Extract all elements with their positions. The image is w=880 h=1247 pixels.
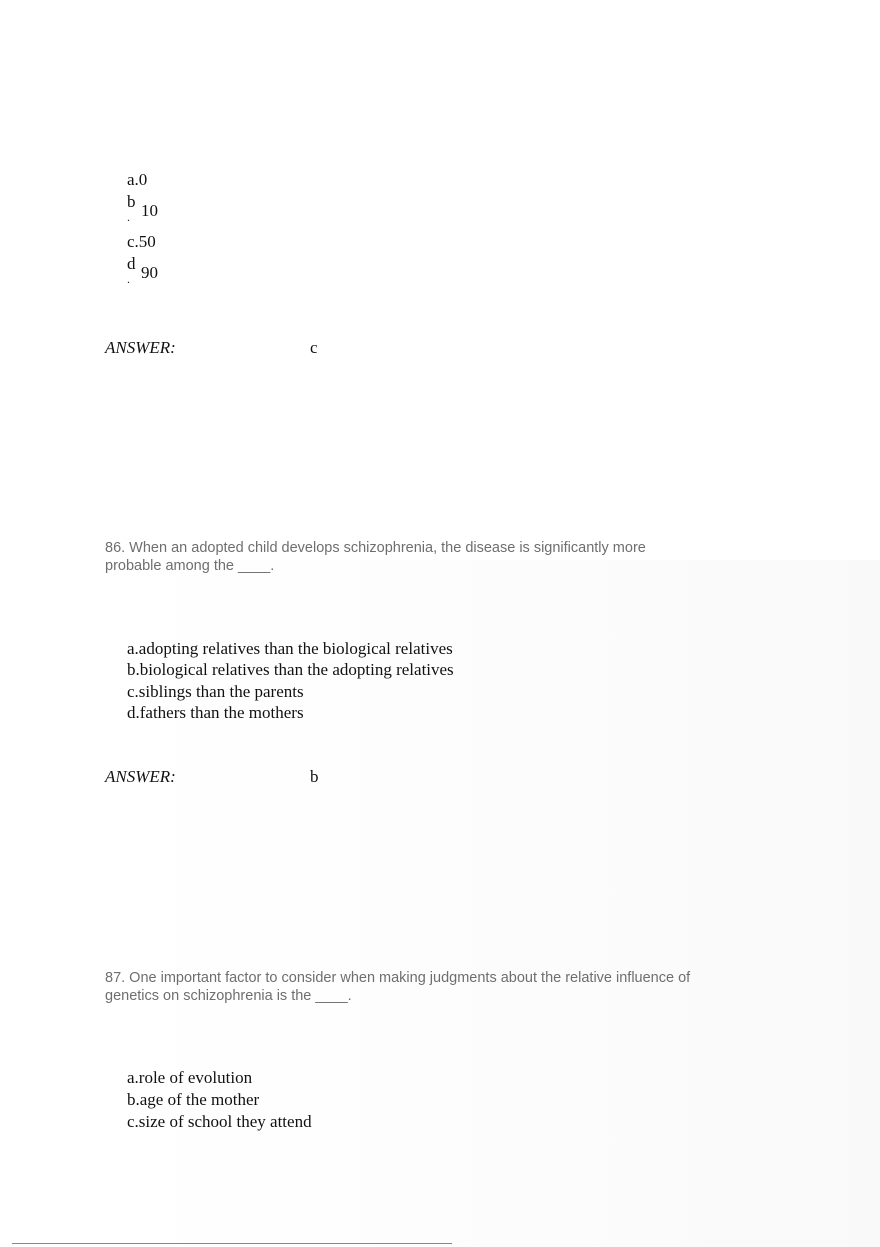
option-text: size of school they attend bbox=[138, 1112, 312, 1131]
q86-answer-value: b bbox=[310, 767, 319, 786]
q86-option-c bbox=[127, 682, 304, 702]
q85-option-d-text: 90 bbox=[141, 263, 158, 282]
option-letter: a. bbox=[127, 1068, 139, 1087]
q87-option-a bbox=[127, 1068, 252, 1088]
option-letter: d. bbox=[127, 703, 140, 722]
q86-option-b bbox=[127, 660, 454, 680]
option-text: biological relatives than the adopting relatives bbox=[139, 660, 454, 679]
q86-option-d bbox=[127, 703, 304, 723]
q87-question-text: 87. One important factor to consider when making judgments about the relative influence of genetics on schizophrenia is the ____. bbox=[105, 970, 691, 1004]
option-letter-dot: . bbox=[127, 272, 130, 286]
option-text: 50 bbox=[138, 232, 156, 251]
q86-question-text: 86. When an adopted child develops schizophrenia, the disease is significantly more probable among the ____. bbox=[105, 540, 646, 574]
q85-answer-label: ANSWER: bbox=[105, 338, 176, 357]
option-text: age of the mother bbox=[139, 1090, 260, 1109]
q85-option-b-letter bbox=[127, 193, 139, 223]
q85-option-d-letter bbox=[127, 255, 139, 285]
option-letter: b bbox=[127, 192, 136, 211]
q85-option-a bbox=[127, 170, 147, 190]
option-text: fathers than the mothers bbox=[139, 703, 304, 722]
option-letter: a. bbox=[127, 639, 139, 658]
option-letter: c. bbox=[127, 232, 139, 251]
option-text: role of evolution bbox=[138, 1068, 253, 1087]
option-letter: a. bbox=[127, 170, 139, 189]
q87-option-c bbox=[127, 1112, 312, 1132]
q86-option-a bbox=[127, 639, 453, 659]
option-letter: d bbox=[127, 254, 136, 273]
q85-answer-value: c bbox=[310, 338, 318, 357]
footer-divider bbox=[12, 1243, 452, 1244]
q86-answer-label: ANSWER: bbox=[105, 767, 176, 786]
option-letter: c. bbox=[127, 682, 139, 701]
option-letter-dot: . bbox=[127, 210, 130, 224]
option-text: adopting relatives than the biological relatives bbox=[138, 639, 453, 658]
option-letter: b. bbox=[127, 1090, 140, 1109]
option-letter: b. bbox=[127, 660, 140, 679]
option-text: 0 bbox=[138, 170, 148, 189]
option-letter: c. bbox=[127, 1112, 139, 1131]
q85-option-b-text: 10 bbox=[141, 201, 158, 220]
q85-option-c bbox=[127, 232, 156, 252]
option-text: siblings than the parents bbox=[138, 682, 304, 701]
q87-option-b bbox=[127, 1090, 259, 1110]
